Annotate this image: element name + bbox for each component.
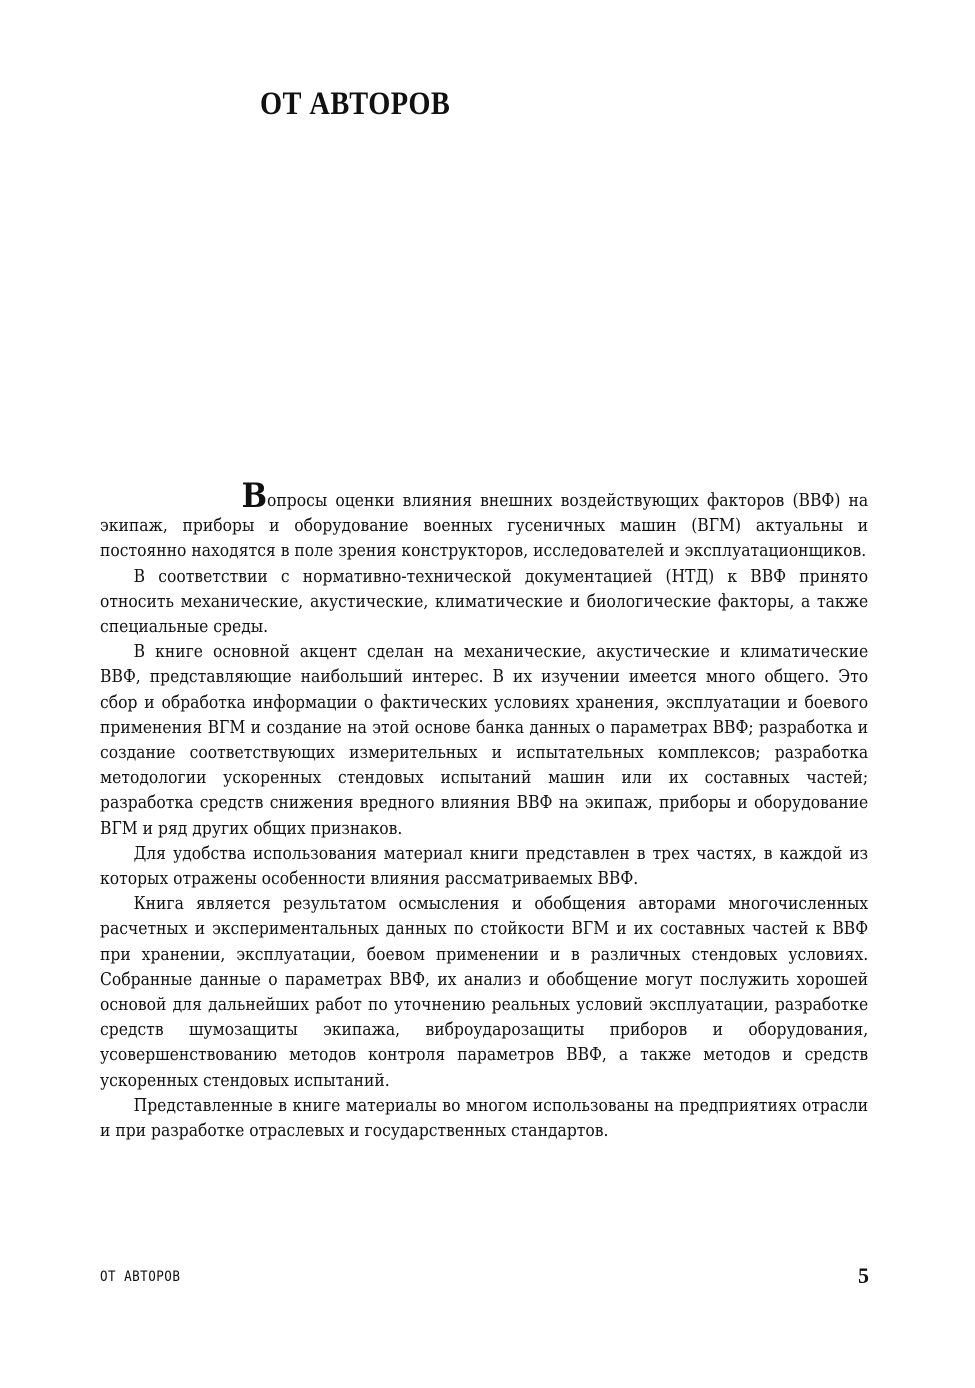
body-text	[100, 476, 869, 1144]
paragraph-1	[100, 476, 869, 565]
paragraph-4: Для удобства использования материал книги представлен в трех частях, в каждой из которых отражены особенности влияния рассматриваемых ВВФ.	[100, 843, 869, 890]
paragraph-2: В соответствии с нормативно-технической документацией (НТД) к ВВФ принято относить механические, акустические, климатические и биологические факторы, а также специальные среды.	[100, 566, 869, 638]
chapter-title: ОТ АВТОРОВ	[260, 86, 451, 122]
running-title: ОТ АВТОРОВ	[100, 1269, 181, 1285]
paragraph-5: Книга является результатом осмысления и обобщения авторами многочисленных расчетных и экспериментальных данных по стойкости ВГМ и их составных частей к ВВФ при хранении, эксплуатации, боевом применении и в различных стендовых условиях. Собранные данные о параметрах ВВФ, их анализ и обобщение могут послужить хорошей основой для дальнейших работ по уточнению реальных условий эксплуатации, разработке средств шумозащиты экипажа, виброударозащиты приборов и оборудования, усовершенствованию методов контроля параметров ВВФ, а также методов и средств ускоренных стендовых испытаний.	[100, 894, 869, 1091]
page-number: 5	[858, 1263, 869, 1288]
paragraph-1-text: опросы оценки влияния внешних воздействующих факторов (ВВФ) на экипаж, приборы и оборудование военных гусеничных машин (ВГМ) актуальны и постоянно находятся в поле зрения конструкторов, исследователей и эксплуатационщиков.	[100, 491, 869, 562]
paragraph-3: В книге основной акцент сделан на механические, акустические и климатические ВВФ, представляющие наибольший интерес. В их изучении имеется много общего. Это сбор и обработка информации о фактических условиях хранения, эксплуатации и боевого применения ВГМ и создание на этой основе банка данных о параметрах ВВФ; разработка и создание соответствующих измерительных и испытательных комплексов; разработка методологии ускоренных стендовых испытаний машин или их составных частей; разработка средств снижения вредного влияния ВВФ на экипаж, приборы и оборудование ВГМ и ряд других общих признаков.	[100, 642, 869, 839]
drop-cap: В	[241, 476, 268, 516]
paragraph-6: Представленные в книге материалы во многом использованы на предприятиях отрасли и при разработке отраслевых и государственных стандартов.	[100, 1095, 869, 1142]
